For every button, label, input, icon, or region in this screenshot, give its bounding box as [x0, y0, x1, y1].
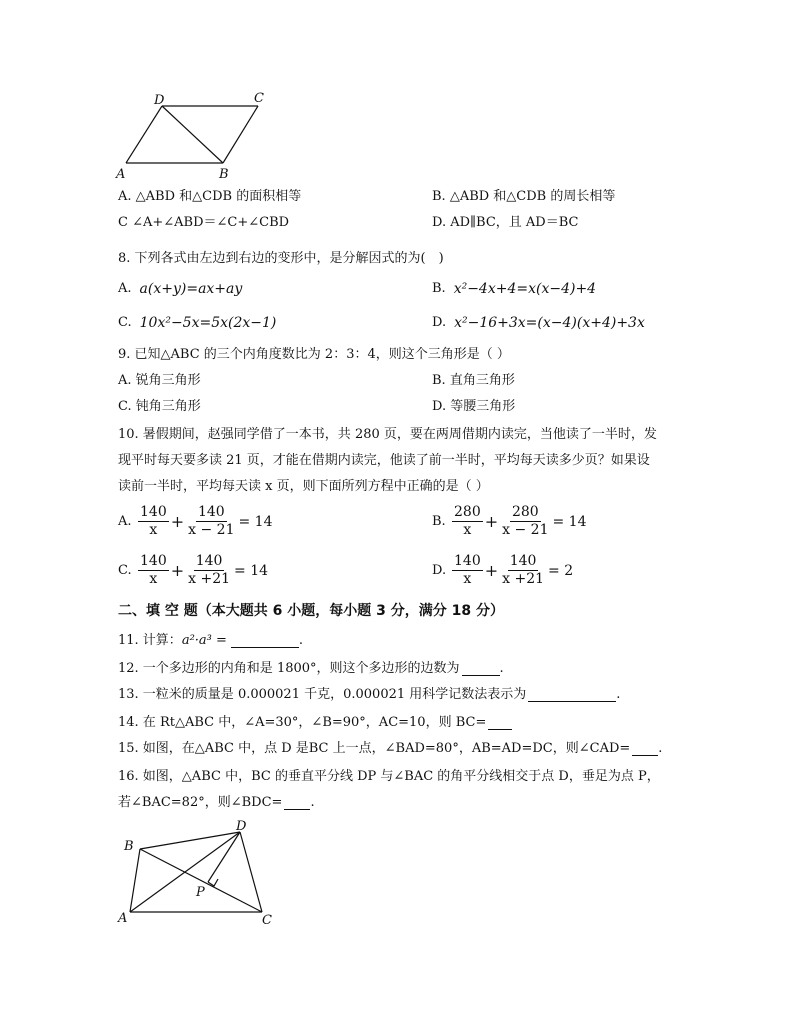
q13-answer-blank[interactable]	[528, 688, 616, 702]
point-label-D: D	[236, 819, 247, 834]
q9-stem: 9. 已知△ABC 的三个内角度数比为 2：3：4，则这个三角形是（ ）	[118, 347, 510, 362]
segment-BC	[140, 849, 262, 912]
q10-option-c-rhs: = 14	[234, 562, 269, 579]
q8-option-d-expr: x²−16+3x=(x−4)(x+4)+3x	[454, 315, 645, 331]
q12	[118, 660, 504, 678]
q11-answer-blank[interactable]	[231, 634, 299, 648]
q13-end: .	[616, 687, 621, 702]
q10-option-a-rhs: = 14	[238, 513, 273, 530]
q10-option-d: D. $\frac{140}{x}$ + $\frac{140}{x +21}$ = 2	[432, 553, 574, 587]
q11	[118, 632, 303, 650]
point-label-C: C	[262, 913, 272, 928]
q10-option-d-label: D.	[432, 562, 447, 578]
q8-option-b-label: B.	[432, 281, 446, 296]
q16-line1: 16. 如图，△ABC 中，BC 的垂直平分线 DP 与∠BAC 的角平分线相交于点 D，垂足为点 P，	[118, 769, 660, 784]
q13-text: 13. 一粒米的质量是 0.000021 千克，0.000021 用科学记数法表示为	[118, 687, 527, 702]
q15-answer-blank[interactable]	[632, 742, 658, 756]
q11-prefix: 11. 计算：	[118, 633, 182, 648]
point-label-D: D	[154, 93, 165, 108]
side-AD	[126, 106, 162, 163]
q9-option-d: D. 等腰三角形	[432, 399, 516, 414]
q10-option-b-frac2: $\frac{280}{x - 21}$	[502, 504, 549, 538]
q8-option-b-expr: x²−4x+4=x(x−4)+4	[453, 281, 597, 297]
q16-line2-row	[118, 794, 315, 812]
q10-option-a-frac1: $\frac{140}{x}$	[140, 504, 167, 538]
q8-stem: 8. 下列各式由左边到右边的变形中，是分解因式的为( )	[118, 251, 444, 266]
q8-option-b	[432, 280, 596, 298]
point-label-B: B	[219, 167, 229, 182]
q11-expr: a²·a³ =	[181, 633, 227, 648]
q16-answer-blank[interactable]	[284, 796, 310, 810]
q14	[118, 714, 512, 732]
q7-option-d: D. AD∥BC，且 AD＝BC	[432, 215, 579, 230]
diagonal-DB	[162, 106, 223, 163]
q10-option-c: C. $\frac{140}{x}$ + $\frac{140}{x +21}$ = 14	[118, 553, 269, 587]
q10-option-c-label: C.	[118, 562, 132, 578]
segment-BD	[140, 832, 240, 849]
q10-line3: 读前一半时，平均每天读 x 页，则下面所列方程中正确的是（ ）	[118, 479, 489, 494]
q12-text: 12. 一个多边形的内角和是 1800°，则这个多边形的边数为	[118, 661, 460, 676]
q10-option-a-frac2: $\frac{140}{x - 21}$	[188, 504, 235, 538]
segment-DP	[208, 832, 240, 882]
triangle-bisector-figure	[112, 816, 282, 928]
point-label-C: C	[254, 91, 264, 106]
parallelogram-figure	[110, 88, 280, 183]
q15	[118, 740, 662, 758]
q10-option-b-frac1: $\frac{280}{x}$	[454, 504, 481, 538]
q11-end: .	[298, 633, 304, 648]
point-label-A: A	[118, 911, 128, 926]
side-CB	[223, 106, 258, 163]
q10-option-b-label: B.	[432, 513, 446, 529]
q10-option-d-frac1: $\frac{140}{x}$	[454, 553, 481, 587]
q8-option-c	[118, 314, 276, 332]
q8-option-c-expr: 10x²−5x=5x(2x−1)	[139, 315, 277, 331]
q14-answer-blank[interactable]	[488, 716, 512, 730]
q10-option-b-rhs: = 14	[552, 513, 587, 530]
q10-option-d-rhs: = 2	[548, 562, 574, 579]
q16-end: .	[310, 795, 315, 810]
section2-title: 二、填 空 题（本大题共 6 小题，每小题 3 分，满分 18 分）	[118, 603, 504, 619]
q7-option-c: C ∠A+∠ABD＝∠C+∠CBD	[118, 215, 290, 230]
q9-option-a: A. 锐角三角形	[118, 373, 201, 388]
point-label-P: P	[196, 885, 205, 900]
q13	[118, 686, 620, 704]
q8-option-d-label: D.	[432, 315, 447, 330]
q15-text: 15. 如图，在△ABC 中，点 D 是BC 上一点，∠BAD=80°，AB=AD=DC，则∠CAD=	[118, 741, 631, 756]
q10-option-a-label: A.	[118, 513, 132, 529]
segment-DC	[240, 832, 262, 912]
q9-option-c: C. 钝角三角形	[118, 399, 201, 414]
q15-end: .	[658, 741, 663, 756]
q10-option-b: B. $\frac{280}{x}$ + $\frac{280}{x - 21}$ = 14	[432, 504, 587, 538]
q7-option-a: A. △ABD 和△CDB 的面积相等	[118, 189, 302, 204]
q10-line2: 现平时每天要多读 21 页，才能在借期内读完，他读了前一半时，平均每天读多少页？如果设	[118, 453, 650, 468]
q14-text: 14. 在 Rt△ABC 中，∠A=30°，∠B=90°，AC=10，则 BC=	[118, 715, 487, 730]
segment-AB	[130, 849, 140, 912]
q10-option-c-frac1: $\frac{140}{x}$	[140, 553, 167, 587]
q7-option-b: B. △ABD 和△CDB 的周长相等	[432, 189, 616, 204]
q8-option-a-label: A.	[118, 281, 132, 296]
q10-option-d-frac2: $\frac{140}{x +21}$	[502, 553, 545, 587]
q10-line1: 10. 暑假期间，赵强同学借了一本书，共 280 页，要在两周借期内读完，当他读了一半时，发	[118, 427, 657, 442]
q12-answer-blank[interactable]	[462, 662, 500, 676]
q8-option-a	[118, 280, 242, 298]
q8-option-d	[432, 314, 645, 332]
point-label-A: A	[116, 167, 126, 182]
q9-option-b: B. 直角三角形	[432, 373, 515, 388]
q16-line2: 若∠BAC=82°，则∠BDC=	[118, 795, 283, 810]
q10-option-c-frac2: $\frac{140}{x +21}$	[188, 553, 231, 587]
q8-option-c-label: C.	[118, 315, 132, 330]
q12-end: .	[499, 661, 504, 676]
q10-option-a: A. $\frac{140}{x}$ + $\frac{140}{x - 21}$ = 14	[118, 504, 273, 538]
q8-option-a-expr: a(x+y)=ax+ay	[139, 281, 243, 297]
point-label-B: B	[124, 839, 134, 854]
